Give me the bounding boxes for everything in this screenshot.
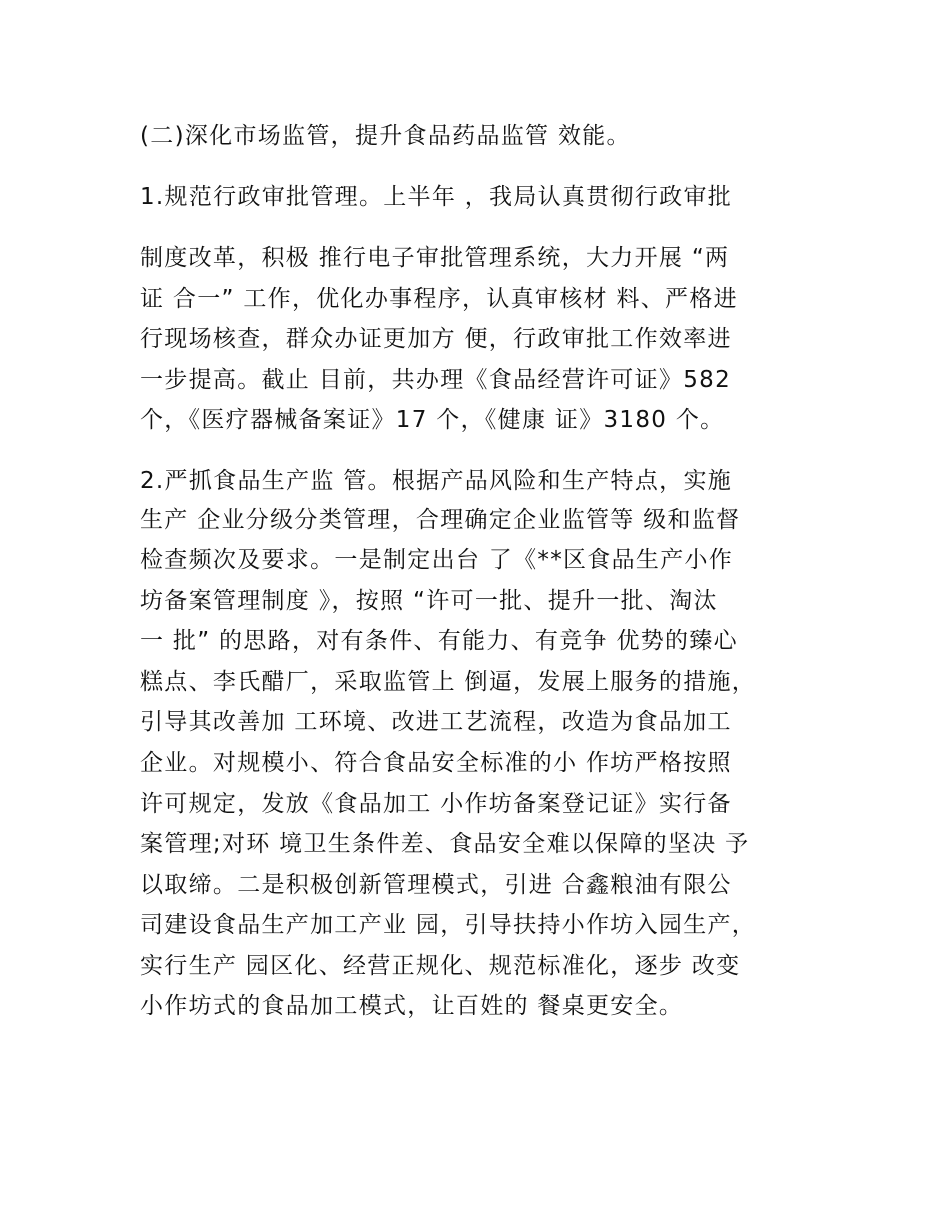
paragraph-1-line: 个，《医疗器械备案证》17 个，《健康 证》3180 个。 xyxy=(140,407,725,433)
paragraph-2-line: 糕点、李氏醋厂，采取监管上 倒逼，发展上服务的措施， xyxy=(140,669,757,695)
paragraph-2-line: 以取缔。二是积极创新管理模式，引进 合鑫粮油有限公 xyxy=(140,872,732,898)
paragraph-2-line: 司建设食品生产加工产业 园，引导扶持小作坊入园生产， xyxy=(140,912,757,938)
paragraph-2-line: 小作坊式的食品加工模式，让百姓的 餐桌更安全。 xyxy=(140,993,684,1019)
paragraph-2-line: 一 批” 的思路，对有条件、有能力、有竞争 优势的臻心 xyxy=(140,628,738,654)
paragraph-1-line: 行现场核查，群众办证更加方 便，行政审批工作效率进 xyxy=(140,326,732,352)
paragraph-2-line: 生产 企业分级分类管理，合理确定企业监管等 级和监督 xyxy=(140,507,741,533)
paragraph-1-first-line: 1.规范行政审批管理。上半年 ，我局认真贯彻行政审批 xyxy=(140,184,733,210)
paragraph-2-line: 引导其改善加 工环境、改进工艺流程，改造为食品加工 xyxy=(140,709,732,735)
paragraph-1-line: 一步提高。截止 目前，共办理《食品经营许可证》582 xyxy=(140,367,732,393)
section-heading: (二)深化市场监管，提升食品药品监管 效能。 xyxy=(140,123,631,149)
paragraph-2-line: 2.严抓食品生产监 管。根据产品风险和生产特点，实施 xyxy=(140,468,733,494)
paragraph-2-line: 实行生产 园区化、经营正规化、规范标准化，逐步 改变 xyxy=(140,953,741,979)
paragraph-2-line: 案管理;对环 境卫生条件差、食品安全难以保障的坚决 予 xyxy=(140,831,750,857)
paragraph-2-line: 许可规定，发放《食品加工 小作坊备案登记证》实行备 xyxy=(140,791,732,817)
paragraph-2-line: 坊备案管理制度 》，按照 “许可一批、提升一批、淘汰 xyxy=(140,588,718,614)
paragraph-1-line: 制度改革，积极 推行电子审批管理系统，大力开展 “两 xyxy=(140,245,730,271)
paragraph-2-line: 检查频次及要求。一是制定出台 了《**区食品生产小作 xyxy=(140,547,734,573)
paragraph-1-line: 证 合一” 工作，优化办事程序，认真审核材 料、严格进 xyxy=(140,286,738,312)
paragraph-2-line: 企业。对规模小、符合食品安全标准的小 作坊严格按照 xyxy=(140,750,732,776)
